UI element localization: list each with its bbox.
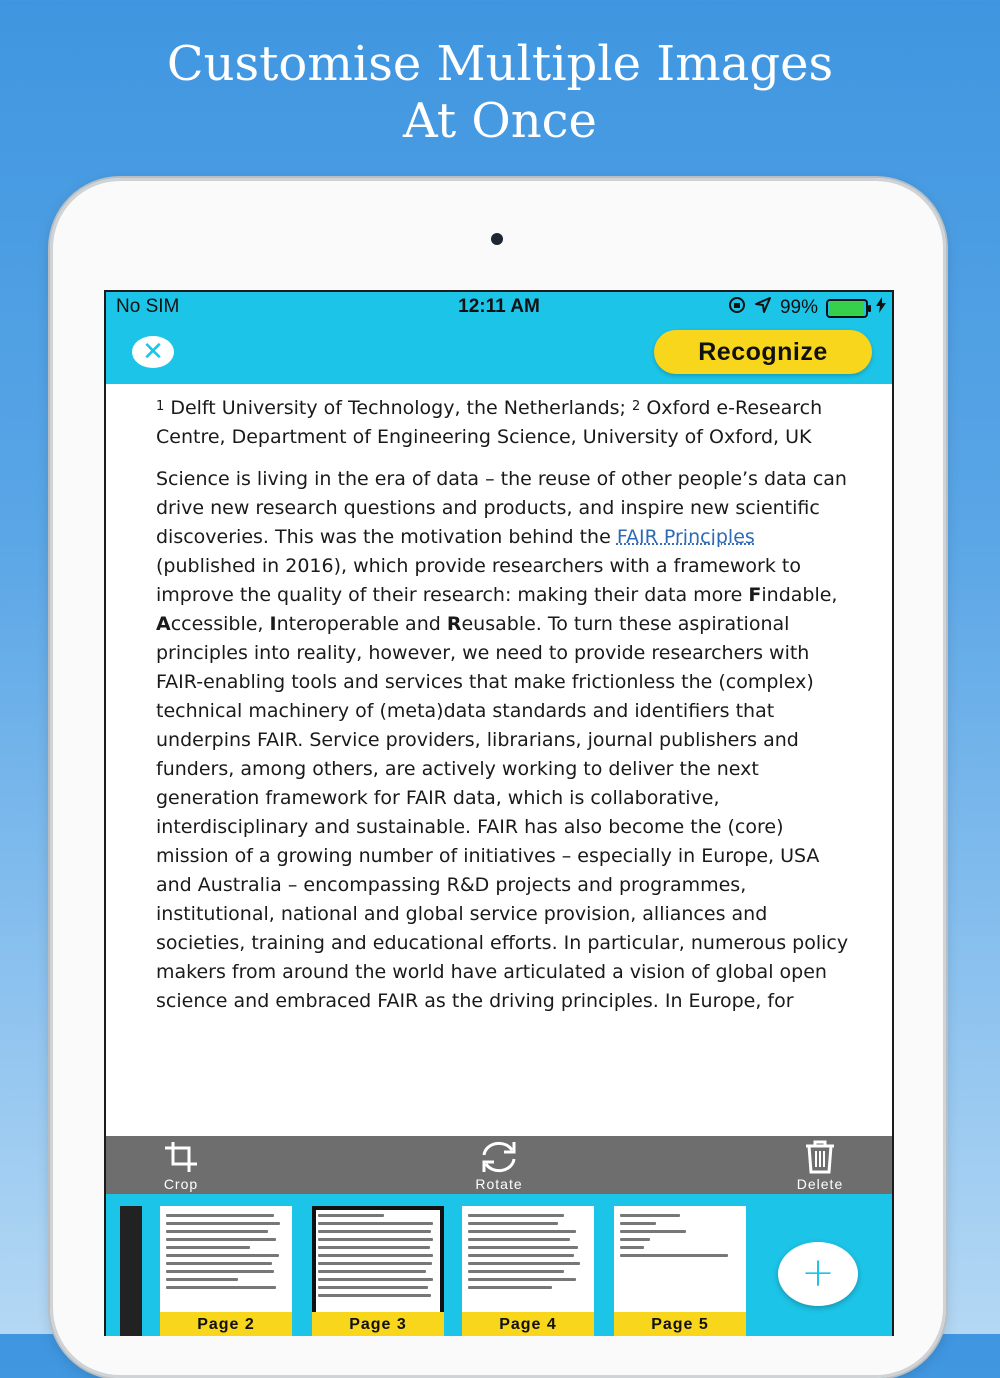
interoperable-text: nteroperable and bbox=[276, 613, 441, 635]
thumbnail-text-preview bbox=[620, 1214, 740, 1262]
bold-i: I bbox=[269, 613, 277, 635]
bold-a: A bbox=[156, 613, 171, 635]
footnote-marker-2: 2 bbox=[632, 399, 641, 414]
affiliation-2: Oxford e-Research Centre, Department of Engineering Science, University of Oxford, UK bbox=[156, 397, 823, 448]
location-icon bbox=[754, 296, 772, 320]
recognize-button[interactable]: Recognize bbox=[654, 330, 872, 374]
status-bar bbox=[106, 292, 892, 322]
plus-icon: + bbox=[801, 1250, 835, 1296]
footnote-marker-1: 1 bbox=[156, 399, 165, 414]
headline-line-1: Customise Multiple Images bbox=[166, 36, 834, 92]
ipad-camera bbox=[491, 233, 503, 245]
findable-text: indable, bbox=[761, 584, 838, 606]
page-thumbnail-3[interactable] bbox=[312, 1206, 444, 1336]
rotate-icon bbox=[464, 1140, 534, 1174]
crop-button[interactable] bbox=[146, 1140, 216, 1192]
nav-bar bbox=[106, 322, 892, 384]
page-thumbnail-4[interactable] bbox=[462, 1206, 594, 1336]
close-icon: ✕ bbox=[142, 337, 164, 367]
carrier-label: No SIM bbox=[116, 296, 180, 317]
delete-label: Delete bbox=[796, 1176, 844, 1192]
app-screen bbox=[104, 290, 894, 1336]
thumbnail-text-preview bbox=[468, 1214, 588, 1294]
bold-f: F bbox=[748, 584, 762, 606]
rotation-lock-icon bbox=[728, 296, 746, 320]
rotate-button[interactable] bbox=[464, 1140, 534, 1192]
thumbnail-label: Page 2 bbox=[160, 1312, 292, 1336]
document-text bbox=[156, 394, 856, 1029]
body-text-2: (published in 2016), which provide researchers with a framework to improve the quality of their research: making their data more bbox=[156, 555, 801, 606]
delete-button[interactable] bbox=[785, 1140, 855, 1192]
fair-principles-link[interactable]: FAIR Principles bbox=[616, 526, 755, 548]
close-button[interactable] bbox=[132, 336, 174, 368]
thumbnail-text-preview bbox=[318, 1214, 438, 1302]
body-paragraph bbox=[156, 465, 856, 1016]
page-thumbnail-strip bbox=[106, 1194, 892, 1336]
body-text-3: eusable. To turn these aspirational principles into reality, however, we need to provide researchers with FAIR-enabling tools and services that make frictionless the (complex) technical machinery of (meta)data standards and identifiers that underpins FAIR. Service providers, librarians, journal publishers and funders, among others, are actively working to deliver the next generation framework for FAIR data, which is collaborative, interdisciplinary and sustainable. FAIR has also become the (core) mission of a growing number of initiatives – especially in Europe, USA and Australia – encompassing R&D projects and programmes, institutional, national and global service provision, alliances and societies, training and educational efforts. In particular, numerous policy makers from around the world have articulated a vision of global open science and embraced FAIR as the driving principles. In Europe, for bbox=[156, 613, 849, 1012]
page-thumbnail-1[interactable] bbox=[120, 1206, 142, 1336]
headline-line-2: At Once bbox=[403, 93, 597, 149]
crop-icon bbox=[146, 1140, 216, 1174]
affiliation-paragraph bbox=[156, 394, 856, 452]
promo-headline bbox=[0, 36, 1000, 150]
page-thumbnail-5[interactable] bbox=[614, 1206, 746, 1336]
affiliation-1: Delft University of Technology, the Netherlands; bbox=[170, 397, 626, 419]
body-text-1: Science is living in the era of data – the reuse of other people’s data can drive new research questions and products, and inspire new scientific discoveries. This was the motivation behind the bbox=[156, 468, 847, 548]
rotate-label: Rotate bbox=[475, 1176, 523, 1192]
document-preview[interactable] bbox=[106, 384, 892, 1136]
charging-bolt-icon bbox=[876, 297, 886, 319]
clock: 12:11 AM bbox=[458, 296, 540, 317]
thumbnail-text-preview bbox=[166, 1214, 286, 1294]
battery-percent: 99% bbox=[779, 297, 818, 318]
accessible-text: ccessible, bbox=[170, 613, 264, 635]
page-thumbnail-2[interactable] bbox=[160, 1206, 292, 1336]
thumbnail-label: Page 3 bbox=[312, 1312, 444, 1336]
battery-icon bbox=[826, 299, 868, 318]
thumbnail-label: Page 5 bbox=[614, 1312, 746, 1336]
crop-label: Crop bbox=[163, 1176, 199, 1192]
trash-icon bbox=[785, 1140, 855, 1174]
edit-toolbar bbox=[106, 1136, 892, 1194]
bold-r: R bbox=[446, 613, 462, 635]
add-page-button[interactable] bbox=[778, 1242, 858, 1306]
thumbnail-label: Page 4 bbox=[462, 1312, 594, 1336]
status-right bbox=[728, 296, 886, 320]
